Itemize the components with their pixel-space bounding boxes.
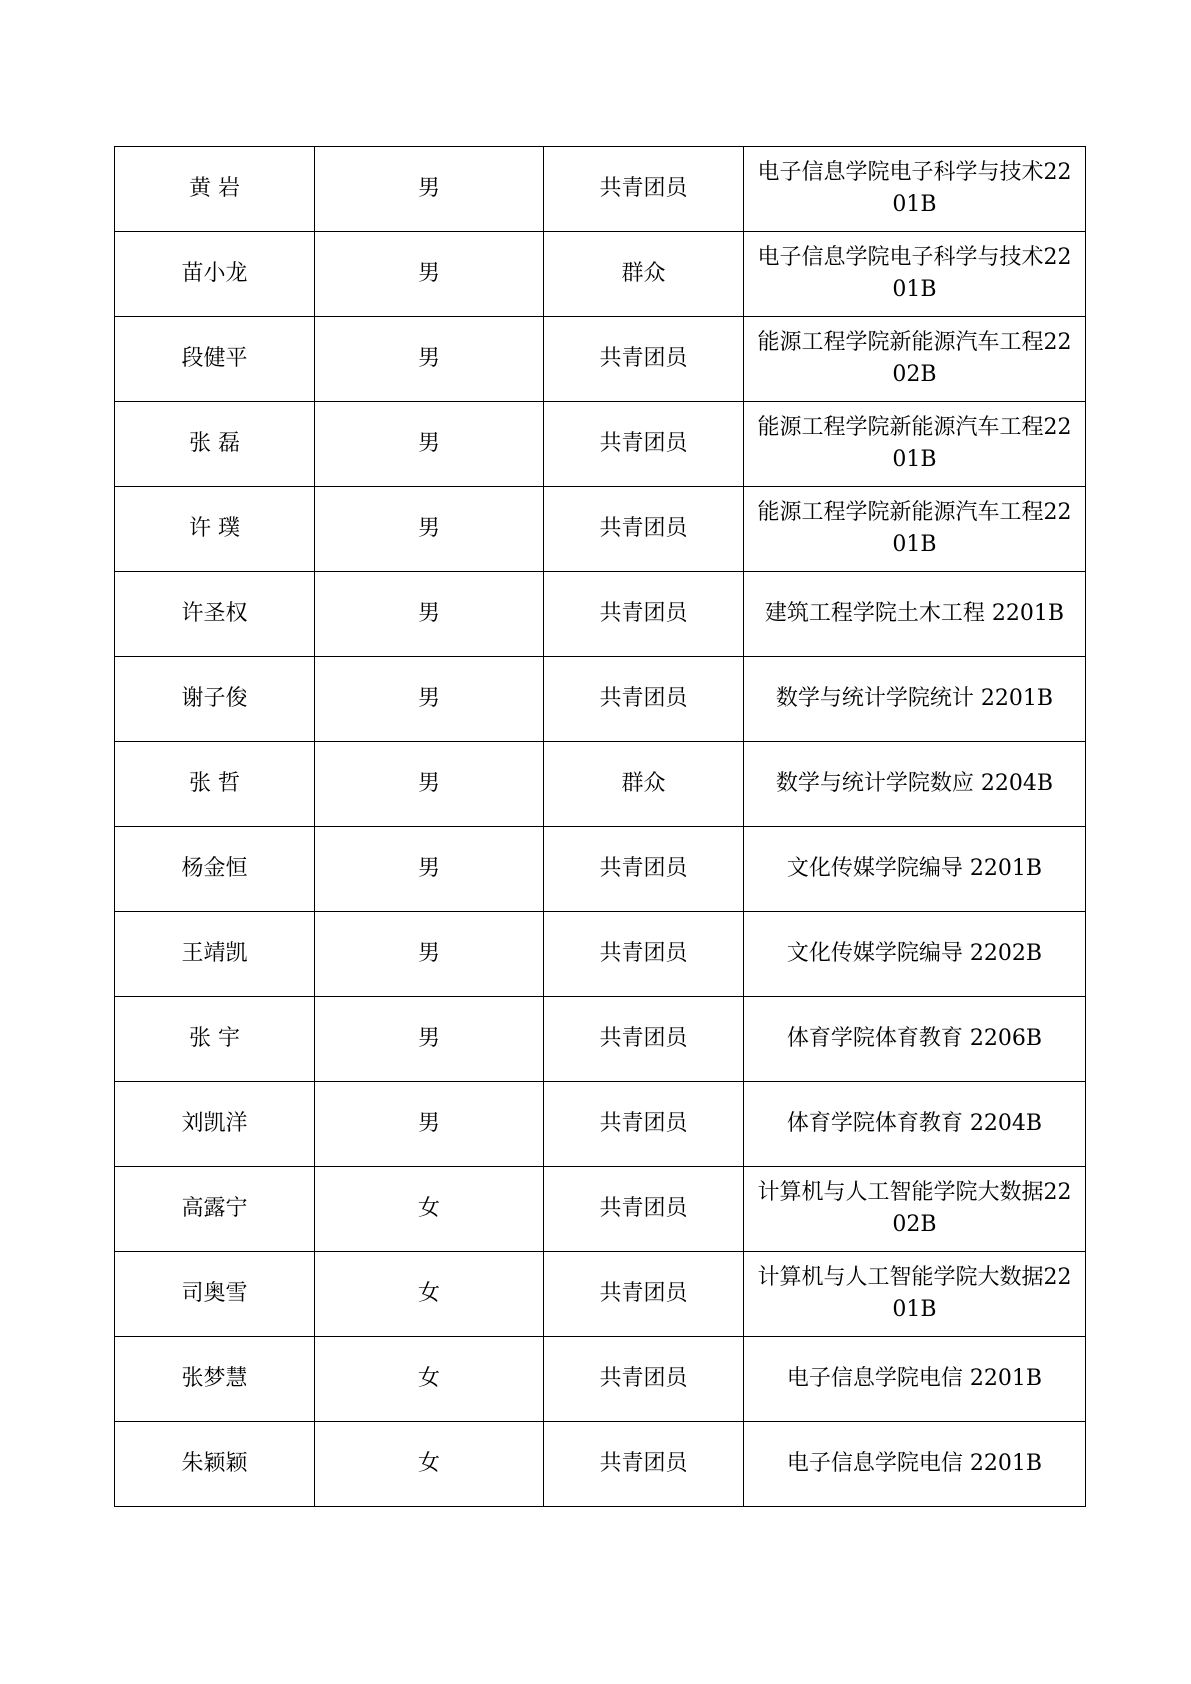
table-row: [115, 997, 1086, 1082]
table-row: [115, 742, 1086, 827]
student-name-cell: 许圣权: [115, 572, 315, 657]
college-class-cell: 能源工程学院新能源汽车工程2202B: [744, 317, 1086, 402]
college-class-cell: 计算机与人工智能学院大数据2202B: [744, 1167, 1086, 1252]
political-status-cell: 共青团员: [544, 1422, 744, 1507]
student-name-cell: 王靖凯: [115, 912, 315, 997]
student-name-cell: 谢子俊: [115, 657, 315, 742]
college-class-cell: 电子信息学院电信 2201B: [744, 1337, 1086, 1422]
college-class-cell: 计算机与人工智能学院大数据2201B: [744, 1252, 1086, 1337]
political-status-cell: 共青团员: [544, 317, 744, 402]
table-row: [115, 1082, 1086, 1167]
table-row: [115, 657, 1086, 742]
student-name-cell: 张 磊: [115, 402, 315, 487]
roster-sheet: [114, 146, 1085, 1507]
college-class-cell: 电子信息学院电信 2201B: [744, 1422, 1086, 1507]
political-status-cell: 群众: [544, 742, 744, 827]
gender-cell: 男: [315, 232, 544, 317]
table-row: [115, 147, 1086, 232]
college-class-cell: 文化传媒学院编导 2201B: [744, 827, 1086, 912]
gender-cell: 女: [315, 1337, 544, 1422]
political-status-cell: 共青团员: [544, 657, 744, 742]
table-row: [115, 232, 1086, 317]
college-class-cell: 体育学院体育教育 2206B: [744, 997, 1086, 1082]
table-row: [115, 1252, 1086, 1337]
gender-cell: 女: [315, 1252, 544, 1337]
gender-cell: 男: [315, 997, 544, 1082]
political-status-cell: 共青团员: [544, 912, 744, 997]
table-row: [115, 572, 1086, 657]
student-name-cell: 杨金恒: [115, 827, 315, 912]
table-row: [115, 1337, 1086, 1422]
table-row: [115, 912, 1086, 997]
political-status-cell: 共青团员: [544, 1337, 744, 1422]
student-name-cell: 张 哲: [115, 742, 315, 827]
gender-cell: 男: [315, 827, 544, 912]
gender-cell: 男: [315, 657, 544, 742]
table-row: [115, 487, 1086, 572]
student-name-cell: 朱颖颖: [115, 1422, 315, 1507]
student-name-cell: 张 宇: [115, 997, 315, 1082]
student-roster-table: [114, 146, 1086, 1507]
gender-cell: 女: [315, 1422, 544, 1507]
college-class-cell: 建筑工程学院土木工程 2201B: [744, 572, 1086, 657]
gender-cell: 男: [315, 402, 544, 487]
political-status-cell: 共青团员: [544, 1252, 744, 1337]
gender-cell: 男: [315, 147, 544, 232]
political-status-cell: 共青团员: [544, 402, 744, 487]
table-row: [115, 1167, 1086, 1252]
table-row: [115, 827, 1086, 912]
college-class-cell: 能源工程学院新能源汽车工程2201B: [744, 487, 1086, 572]
political-status-cell: 群众: [544, 232, 744, 317]
gender-cell: 女: [315, 1167, 544, 1252]
student-name-cell: 段健平: [115, 317, 315, 402]
student-name-cell: 许 璞: [115, 487, 315, 572]
gender-cell: 男: [315, 1082, 544, 1167]
political-status-cell: 共青团员: [544, 997, 744, 1082]
college-class-cell: 体育学院体育教育 2204B: [744, 1082, 1086, 1167]
college-class-cell: 数学与统计学院统计 2201B: [744, 657, 1086, 742]
gender-cell: 男: [315, 487, 544, 572]
table-row: [115, 1422, 1086, 1507]
gender-cell: 男: [315, 912, 544, 997]
gender-cell: 男: [315, 742, 544, 827]
college-class-cell: 能源工程学院新能源汽车工程2201B: [744, 402, 1086, 487]
student-name-cell: 司奥雪: [115, 1252, 315, 1337]
student-name-cell: 黄 岩: [115, 147, 315, 232]
college-class-cell: 数学与统计学院数应 2204B: [744, 742, 1086, 827]
student-name-cell: 刘凯洋: [115, 1082, 315, 1167]
table-row: [115, 317, 1086, 402]
gender-cell: 男: [315, 317, 544, 402]
student-name-cell: 苗小龙: [115, 232, 315, 317]
political-status-cell: 共青团员: [544, 827, 744, 912]
student-name-cell: 张梦慧: [115, 1337, 315, 1422]
political-status-cell: 共青团员: [544, 572, 744, 657]
political-status-cell: 共青团员: [544, 487, 744, 572]
political-status-cell: 共青团员: [544, 1082, 744, 1167]
college-class-cell: 电子信息学院电子科学与技术2201B: [744, 147, 1086, 232]
college-class-cell: 文化传媒学院编导 2202B: [744, 912, 1086, 997]
political-status-cell: 共青团员: [544, 147, 744, 232]
political-status-cell: 共青团员: [544, 1167, 744, 1252]
student-name-cell: 高露宁: [115, 1167, 315, 1252]
college-class-cell: 电子信息学院电子科学与技术2201B: [744, 232, 1086, 317]
gender-cell: 男: [315, 572, 544, 657]
table-row: [115, 402, 1086, 487]
